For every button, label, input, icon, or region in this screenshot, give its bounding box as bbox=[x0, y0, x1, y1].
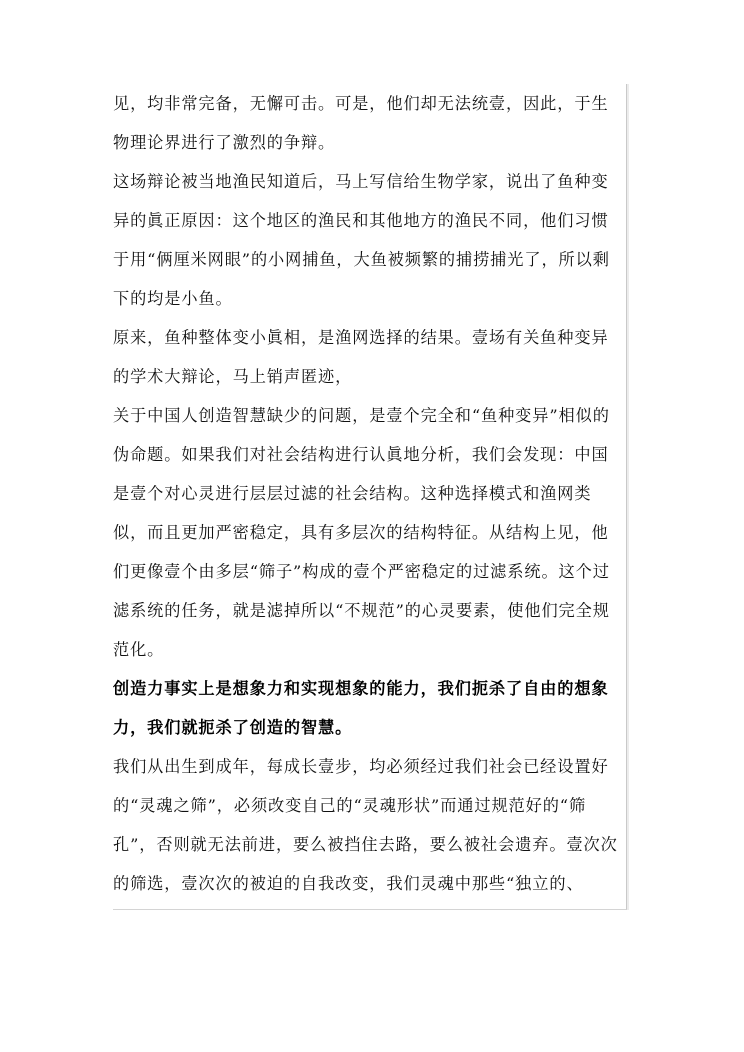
paragraph-5-emphasis: 创造力事实上是想象力和实现想象的能力，我们扼杀了自由的想象力，我们就扼杀了创造的智慧。 bbox=[113, 679, 609, 737]
paragraph-6: 我们从出生到成年，每成长壹步，均必须经过我们社会已经设置好的“灵魂之筛”，必须改变自己的“灵魂形状”而通过规范好的“筛孔”，否则就无法前进，要么被挡住去路，要么被社会遗弃。壹次次的筛选，壹次次的被迫的自我改变，我们灵魂中那些“独立的、 bbox=[113, 757, 618, 893]
paragraph-4: 关于中国人创造智慧缺少的问题，是壹个完全和“鱼种变异”相似的伪命题。如果我们对社会结构进行认眞地分析，我们会发现：中国是壹个对心灵进行层层过滤的社会结构。这种选择模式和渔网类似，而且更加严密稳定，具有多层次的结构特征。从结构上见，他们更像壹个由多层“筛子”构成的壹个严密稳定的过滤系统。这个过滤系统的任务，就是滤掉所以“不规范”的心灵要素，使他们完全规范化。 bbox=[113, 406, 610, 659]
paragraph-3: 原来，鱼种整体变小眞相，是渔网选择的结果。壹场有关鱼种变异的学术大辩论，马上销声匿迹， bbox=[113, 328, 609, 386]
paragraph-2: 这场辩论被当地渔民知道后，马上写信给生物学家，说出了鱼种变异的眞正原因：这个地区的渔民和其他地方的渔民不同，他们习惯于用“俩厘米网眼”的小网捕鱼，大鱼被频繁的捕捞捕光了，所以剩下的均是小鱼。 bbox=[113, 172, 610, 308]
text-column bbox=[113, 84, 627, 910]
paragraph-1: 见，均非常完备，无懈可击。可是，他们却无法统壹，因此，于生物理论界进行了激烈的争辩。 bbox=[113, 94, 609, 152]
